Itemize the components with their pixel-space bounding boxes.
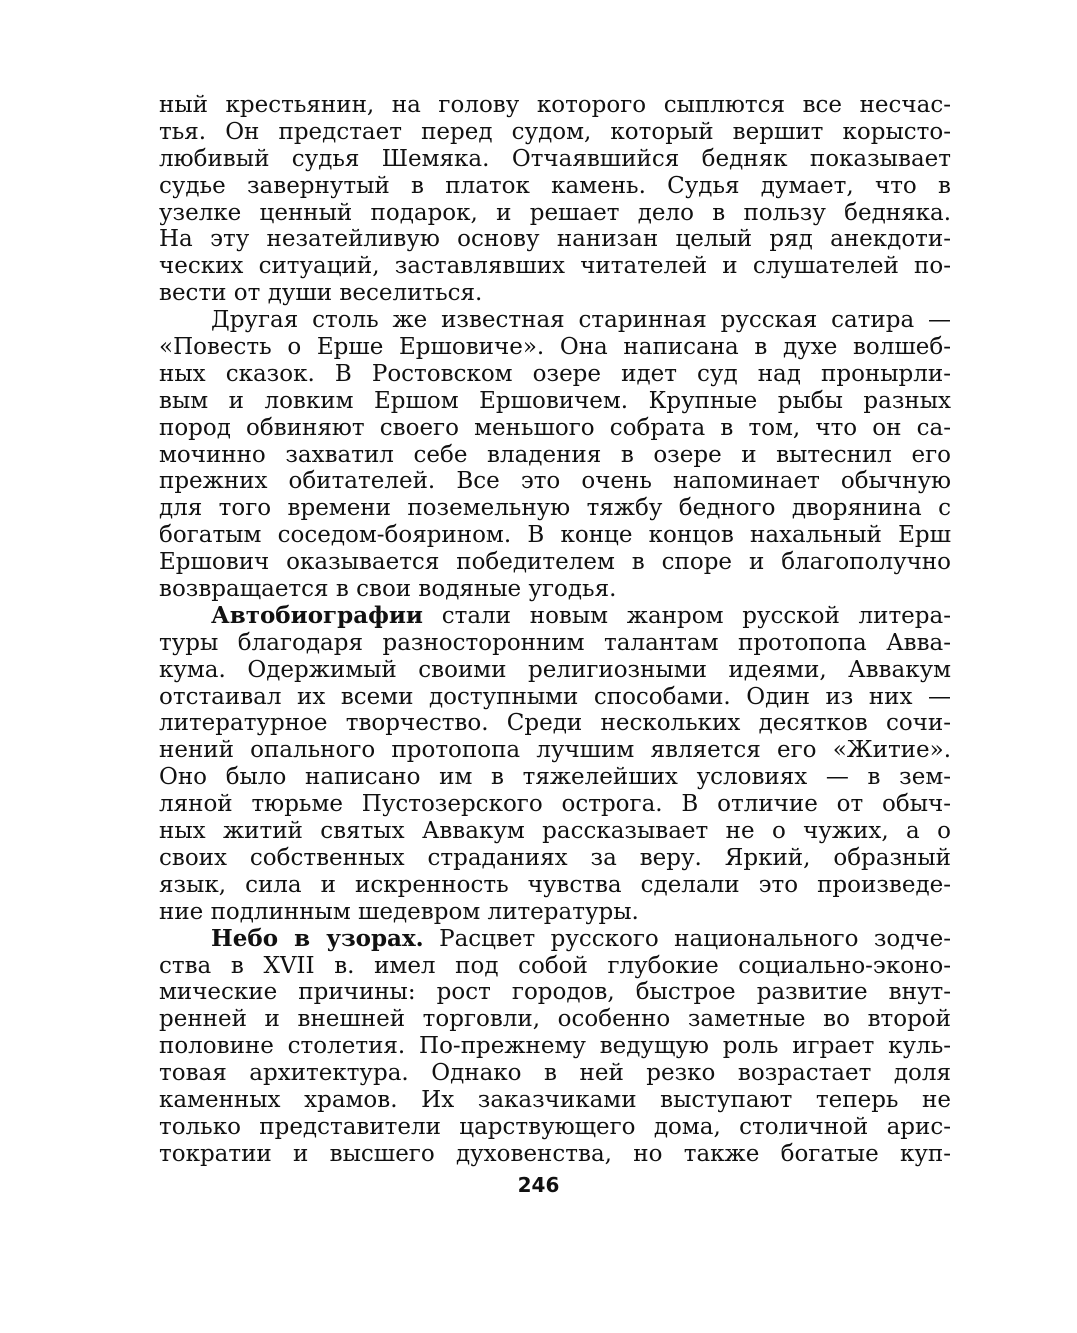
text-span: стали новым жанром русской литера-: [423, 602, 951, 629]
paragraph-sky-in-patterns: [159, 926, 951, 1168]
text-line: Оно было написано им в тяжелейших условиях — в зем-: [159, 764, 951, 791]
text-line: ние подлинным шедевром литературы.: [159, 898, 639, 925]
body-text: [159, 92, 951, 1168]
text-line: прежних обитателей. Все это очень напоминает обычную: [159, 468, 951, 495]
text-line: возвращается в свои водяные угодья.: [159, 576, 617, 603]
text-line: для того времени поземельную тяжбу бедного дворянина с: [159, 495, 951, 522]
text-line: «Повесть о Ерше Ершовиче». Она написана в духе волшеб-: [159, 334, 951, 361]
paragraph-lead-term: Автобиографии: [211, 601, 423, 629]
paragraph-autobiographies: [159, 603, 951, 926]
text-line: ства в XVII в. имел под собой глубокие социально-эконо-: [159, 952, 951, 979]
text-line: [159, 603, 951, 630]
text-line: пород обвиняют своего меньшого собрата в том, что он са-: [159, 414, 951, 441]
text-line: товая архитектура. Однако в ней резко возрастает доля: [159, 1060, 951, 1087]
text-line: каменных храмов. Их заказчиками выступают теперь не: [159, 1086, 951, 1113]
text-line: нений опального протопопа лучшим является его «Житие».: [159, 737, 951, 764]
text-line: ный крестьянин, на голову которого сыплются все несчас-: [159, 92, 951, 118]
text-line: любивый судья Шемяка. Отчаявшийся бедняк показывает: [159, 145, 951, 172]
text-line: Другая столь же известная старинная русская сатира —: [211, 307, 951, 334]
text-line: ных сказок. В Ростовском озере идет суд над пронырли-: [159, 360, 951, 387]
text-line: туры благодаря разносторонним талантам протопопа Авва-: [159, 629, 951, 656]
text-line: только представители царствующего дома, столичной арис-: [159, 1113, 951, 1140]
text-line: вым и ловким Ершом Ершовичем. Крупные рыбы разных: [159, 387, 951, 414]
text-span: Расцвет русского национального зодче-: [423, 925, 951, 952]
text-line: кума. Одержимый своими религиозными идеями, Аввакум: [159, 656, 951, 683]
text-line: тья. Он предстает перед судом, который вершит корысто-: [159, 118, 951, 145]
text-line: ческих ситуаций, заставлявших читателей и слушателей по-: [159, 253, 951, 280]
text-line: Ершович оказывается победителем в споре и благополучно: [159, 549, 951, 576]
section-lead-title: Небо в узорах.: [211, 924, 424, 952]
text-line: [159, 926, 951, 953]
text-line: богатым соседом-боярином. В конце концов нахальный Ерш: [159, 522, 951, 549]
text-line: отстаивал их всеми доступными способами. Один из них —: [159, 683, 951, 710]
text-line: мические причины: рост городов, быстрое развитие внут-: [159, 979, 951, 1006]
text-line: ных житий святых Аввакум рассказывает не о чужих, а о: [159, 818, 951, 845]
text-line: тократии и высшего духовенства, но также богатые куп-: [159, 1140, 951, 1167]
text-line: половине столетия. По-прежнему ведущую роль играет куль-: [159, 1033, 951, 1060]
text-line: судье завернутый в платок камень. Судья думает, что в: [159, 172, 951, 199]
text-line: вести от души веселиться.: [159, 280, 483, 307]
text-line: язык, сила и искренность чувства сделали это произведе-: [159, 871, 951, 898]
text-line: ляной тюрьме Пустозерского острога. В отличие от обыч-: [159, 791, 951, 818]
text-line: узелке ценный подарок, и решает дело в пользу бедняка.: [159, 199, 951, 226]
page-number: 246: [517, 1173, 560, 1197]
paragraph-ersh-ershovich: [159, 307, 951, 603]
paragraph-shemyaka: [159, 92, 951, 307]
text-line: мочинно захватил себе владения в озере и вытеснил его: [159, 441, 951, 468]
text-line: своих собственных страданиях за веру. Яркий, образный: [159, 844, 951, 871]
text-line: литературное творчество. Среди нескольких десятков сочи-: [159, 710, 951, 737]
text-line: ренней и внешней торговли, особенно заметные во второй: [159, 1006, 951, 1033]
text-line: На эту незатейливую основу нанизан целый ряд анекдоти-: [159, 226, 951, 253]
